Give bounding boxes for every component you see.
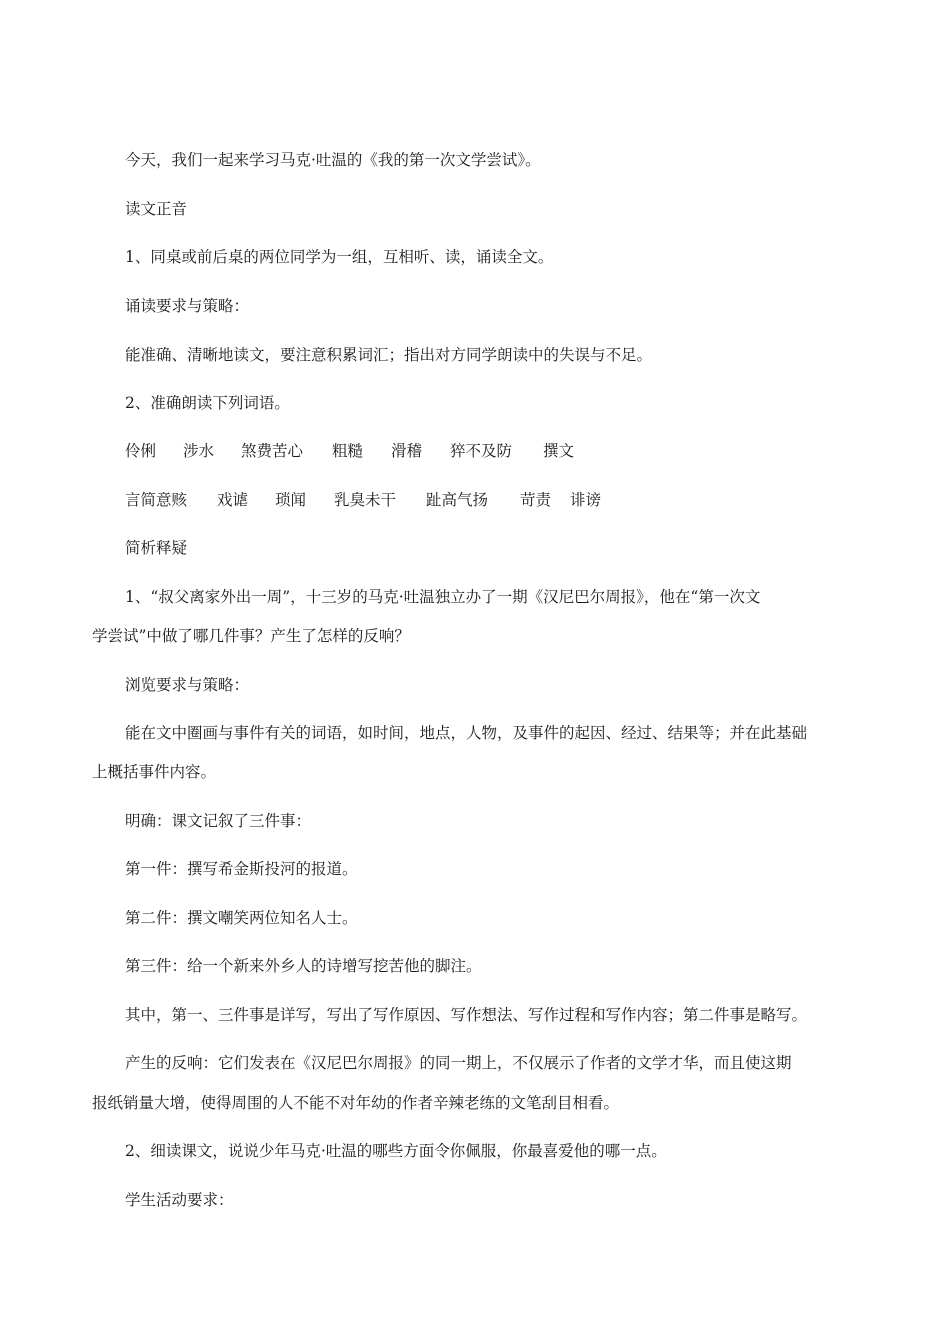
section-heading-analysis: 简析释疑 [125,539,188,557]
vocab-word: 琐闻 [275,491,307,509]
vocab-word: 乳臭未干 [334,491,397,509]
intro-paragraph: 今天，我们一起来学习马克·吐温的《我的第一次文学尝试》。 [125,151,541,169]
paragraph: 1、同桌或前后桌的两位同学为一组，互相听、读，诵读全文。 [125,248,554,266]
paragraph: 第二件：撰文嘲笑两位知名人士。 [125,909,358,927]
vocab-word: 猝不及防 [450,442,513,460]
paragraph: 1、“叔父离家外出一周”，十三岁的马克·吐温独立办了一期《汉尼巴尔周报》，他在“第一次文 [125,588,761,606]
vocab-word: 苛责 [520,491,552,509]
paragraph: 产生的反响：它们发表在《汉尼巴尔周报》的同一期上，不仅展示了作者的文学才华，而且使这期 [125,1054,792,1072]
vocab-word: 趾高气扬 [426,491,489,509]
paragraph: 2、准确朗读下列词语。 [125,394,290,412]
paragraph-continuation: 报纸销量大增，使得周围的人不能不对年幼的作者辛辣老练的文笔刮目相看。 [92,1094,620,1112]
paragraph: 浏览要求与策略： [125,676,250,694]
paragraph: 其中，第一、三件事是详写，写出了写作原因、写作想法、写作过程和写作内容；第二件事是略写。 [125,1006,808,1024]
vocab-word: 诽谤 [570,491,602,509]
paragraph: 第一件：撰写希金斯投河的报道。 [125,860,358,878]
paragraph-continuation: 上概括事件内容。 [92,763,217,781]
paragraph-continuation: 学尝试”中做了哪几件事？产生了怎样的反响？ [92,627,410,645]
paragraph: 2、细读课文，说说少年马克·吐温的哪些方面令你佩服，你最喜爱他的哪一点。 [125,1142,667,1160]
vocab-word: 伶俐 [125,442,157,460]
vocab-word: 滑稽 [391,442,423,460]
vocab-word: 戏谑 [217,491,249,509]
paragraph: 能准确、清晰地读文，要注意积累词汇；指出对方同学朗读中的失误与不足。 [125,346,653,364]
vocab-row-2 [125,490,601,510]
vocab-word: 言简意赅 [125,491,188,509]
paragraph: 能在文中圈画与事件有关的词语，如时间，地点，人物，及事件的起因、经过、结果等；并在此基础 [125,724,808,742]
paragraph: 诵读要求与策略： [125,297,250,315]
vocab-word: 涉水 [183,442,215,460]
paragraph: 明确：课文记叙了三件事： [125,812,312,830]
vocab-word: 撰文 [543,442,575,460]
vocab-word: 粗糙 [332,442,364,460]
section-heading-reading: 读文正音 [125,200,188,218]
paragraph: 第三件：给一个新来外乡人的诗增写挖苦他的脚注。 [125,957,482,975]
vocab-word: 煞费苦心 [241,442,304,460]
vocab-row-1 [125,441,574,461]
paragraph: 学生活动要求： [125,1191,234,1209]
